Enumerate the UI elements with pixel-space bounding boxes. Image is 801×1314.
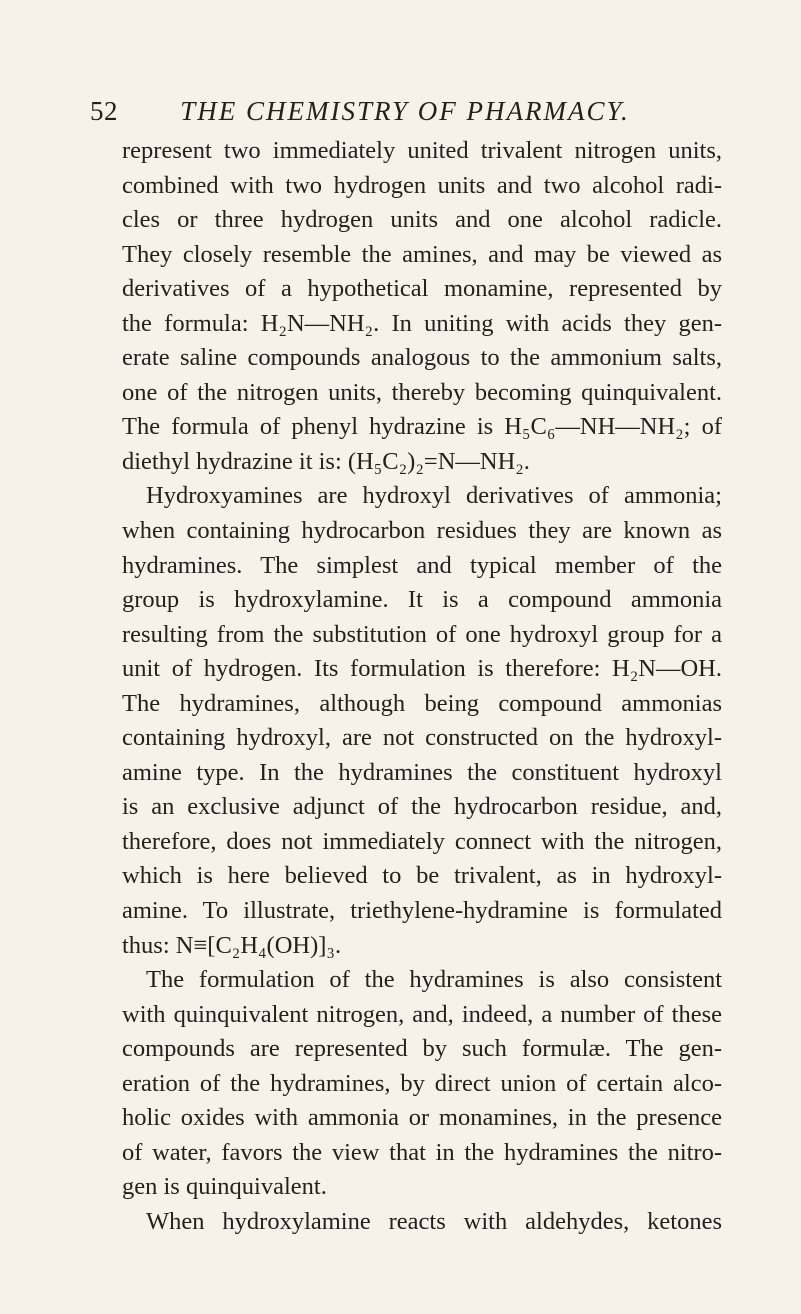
text-line: the formula: H₂N—NH₂. In uniting with acids they gen- xyxy=(122,309,722,337)
text-line: hydramines. The simplest and typical member of the xyxy=(122,551,722,579)
text-line: compounds are represented by such formulæ. The gen- xyxy=(122,1035,722,1063)
text-line: resulting from the substitution of one hydroxyl group for a xyxy=(122,620,722,648)
text-line: diethyl hydrazine it is: (H₅C₂)₂=N—NH₂. xyxy=(122,447,530,475)
text-line: amine. To illustrate, triethylene-hydramine is formulated xyxy=(122,897,722,925)
text-line: holic oxides with ammonia or monamines, in the presence xyxy=(122,1104,722,1132)
text-line: of water, favors the view that in the hydramines the nitro- xyxy=(122,1138,722,1166)
text-line: represent two immediately united trivalent nitrogen units, xyxy=(122,137,722,164)
text-line: one of the nitrogen units, thereby becoming quinquivalent. xyxy=(122,378,722,406)
text-line: erate saline compounds analogous to the ammonium salts, xyxy=(122,344,722,372)
text-line: eration of the hydramines, by direct union of certain alco- xyxy=(122,1069,722,1097)
text-line: Hydroxyamines are hydroxyl derivatives of ammonia; xyxy=(146,482,722,510)
text-line: The hydramines, although being compound ammonias xyxy=(122,689,722,717)
text-line: gen is quinquivalent. xyxy=(122,1173,327,1201)
text-line: containing hydroxyl, are not constructed on the hydroxyl- xyxy=(122,724,722,752)
text-line: The formulation of the hydramines is also consistent xyxy=(146,966,722,994)
text-line: with quinquivalent nitrogen, and, indeed, a number of these xyxy=(122,1000,722,1028)
text-line: which is here believed to be trivalent, as in hydroxyl- xyxy=(122,862,722,890)
text-line: unit of hydrogen. Its formulation is therefore: H₂N—OH. xyxy=(122,655,722,683)
text-line: amine type. In the hydramines the constituent hydroxyl xyxy=(122,758,722,786)
running-header xyxy=(90,96,720,136)
page-number: 52 xyxy=(90,96,118,126)
body-text xyxy=(122,134,722,1240)
text-line: derivatives of a hypothetical monamine, represented by xyxy=(122,275,722,303)
text-line: cles or three hydrogen units and one alcohol radicle. xyxy=(122,206,722,234)
text-line: therefore, does not immediately connect with the nitrogen, xyxy=(122,827,722,855)
running-title: THE CHEMISTRY OF PHARMACY. xyxy=(180,96,630,126)
text-line: The formula of phenyl hydrazine is H₅C₆—NH—NH₂; of xyxy=(122,413,722,441)
text-line: is an exclusive adjunct of the hydrocarbon residue, and, xyxy=(122,793,722,821)
text-line: when containing hydrocarbon residues they are known as xyxy=(122,517,722,545)
text-line: group is hydroxylamine. It is a compound ammonia xyxy=(122,586,722,614)
text-line: They closely resemble the amines, and may be viewed as xyxy=(122,240,722,268)
text-line: When hydroxylamine reacts with aldehydes, ketones xyxy=(146,1207,722,1235)
text-line: combined with two hydrogen units and two alcohol radi- xyxy=(122,171,722,199)
text-line: thus: N≡[C₂H₄(OH)]₃. xyxy=(122,931,342,959)
